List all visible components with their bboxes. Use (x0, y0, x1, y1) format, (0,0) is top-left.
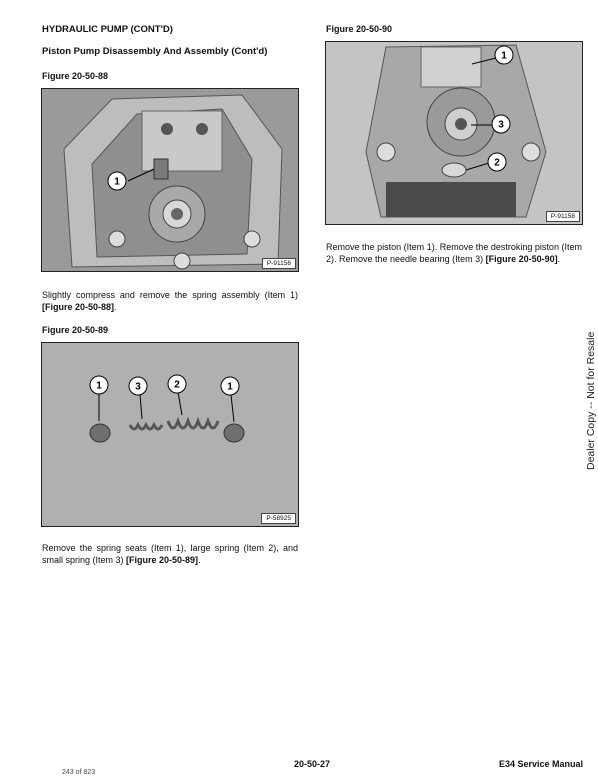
figure-label-89: Figure 20-50-89 (42, 325, 109, 335)
callout-89-1b: 1 (227, 381, 233, 393)
callout-90-2: 2 (494, 157, 500, 169)
subsection-title: Piston Pump Disassembly And Assembly (Cont'd) (42, 46, 268, 57)
callout-89-2: 2 (174, 379, 180, 391)
figure-photo-90 (325, 41, 583, 225)
footer-manual-title: E34 Service Manual (499, 759, 584, 769)
figure-photo-88 (41, 88, 299, 272)
paragraph-3: Remove the piston (Item 1). Remove the destroking piston (Item 2). Remove the needle bearing (Item 3) [Figure 20-50-90]. (326, 242, 582, 264)
pump-piston-illustration (326, 42, 582, 224)
photo-id-88: P-91156 (262, 258, 296, 269)
paragraph-1: Slightly compress and remove the spring assembly (Item 1) [Figure 20-50-88]. (42, 290, 298, 312)
footer-page-count: 243 of 823 (62, 769, 96, 776)
callout-90-1: 1 (501, 50, 507, 62)
figure-photo-89 (41, 342, 299, 527)
paragraph-2: Remove the spring seats (Item 1), large spring (Item 2), and small spring (Item 3) [Figure 20-50-89]. (42, 543, 298, 565)
photo-id-89: P-58925 (261, 513, 296, 524)
callout-89-1a: 1 (96, 380, 102, 392)
figure-label-88: Figure 20-50-88 (42, 71, 109, 81)
side-watermark: Dealer Copy -- Not for Resale (585, 331, 597, 470)
section-title: HYDRAULIC PUMP (CONT'D) (42, 24, 173, 35)
figure-label-90: Figure 20-50-90 (326, 24, 393, 34)
springs-illustration (42, 343, 298, 526)
photo-id-90: P-91158 (546, 211, 580, 222)
callout-88-1: 1 (114, 176, 120, 188)
callout-89-3: 3 (135, 381, 141, 393)
callout-90-3: 3 (498, 119, 504, 131)
pump-housing-illustration (42, 89, 298, 271)
footer-page-number: 20-50-27 (294, 759, 331, 769)
